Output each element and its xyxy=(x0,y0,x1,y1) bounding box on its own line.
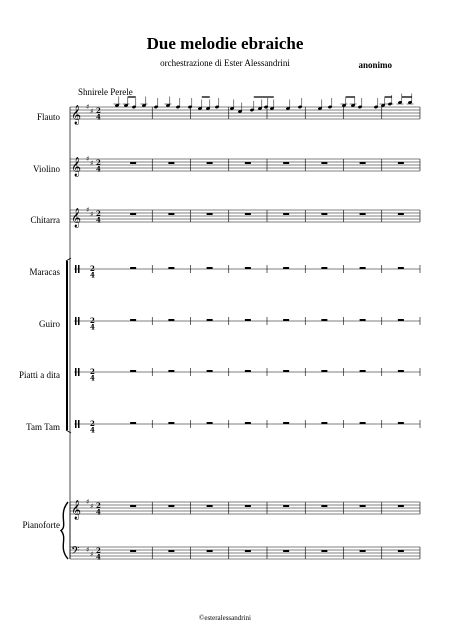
percussion-clef-icon xyxy=(75,265,77,273)
sharp-icon: ♯ xyxy=(90,502,94,511)
whole-rest-icon xyxy=(245,319,251,321)
whole-rest-icon xyxy=(398,319,404,321)
footer-copyright: ©esteralessandrini xyxy=(199,614,251,622)
bass-clef-icon: 𝄢 xyxy=(71,545,80,560)
instrument-label-chitarra: Chitarra xyxy=(30,215,60,225)
percussion-bracket xyxy=(66,261,68,430)
whole-rest-icon xyxy=(360,550,366,552)
instrument-label-tamtam: Tam Tam xyxy=(26,422,60,432)
whole-rest-icon xyxy=(207,370,213,372)
percussion-clef-icon xyxy=(78,420,80,428)
whole-rest-icon xyxy=(360,505,366,507)
whole-rest-icon xyxy=(398,505,404,507)
instrument-label-pianoforte: Pianoforte xyxy=(22,520,60,530)
whole-rest-icon xyxy=(130,267,136,269)
time-signature-top: 2 xyxy=(96,158,101,167)
composer-name: anonimo xyxy=(358,60,392,70)
time-signature-top: 2 xyxy=(90,367,95,376)
time-signature-bottom: 4 xyxy=(90,322,95,332)
whole-rest-icon xyxy=(168,550,174,552)
section-label: Shnirele Perele xyxy=(78,87,133,97)
percussion-clef-icon xyxy=(75,317,77,325)
whole-rest-icon xyxy=(398,422,404,424)
whole-rest-icon xyxy=(130,422,136,424)
whole-rest-icon xyxy=(168,267,174,269)
sharp-icon: ♯ xyxy=(86,206,90,214)
sharp-icon: ♯ xyxy=(86,546,90,554)
whole-rest-icon xyxy=(245,550,251,552)
whole-rest-icon xyxy=(360,319,366,321)
whole-rest-icon xyxy=(398,550,404,552)
time-signature-bottom: 4 xyxy=(96,164,101,174)
score-subtitle: orchestrazione di Ester Alessandrini xyxy=(160,58,290,68)
treble-clef-icon: 𝄞 xyxy=(71,500,82,520)
percussion-clef-icon xyxy=(78,317,80,325)
instrument-label-guiro: Guiro xyxy=(39,319,60,329)
instrument-label-piatti: Piatti a dita xyxy=(19,370,60,380)
whole-rest-icon xyxy=(207,319,213,321)
whole-rest-icon xyxy=(168,505,174,507)
whole-rest-icon xyxy=(130,505,136,507)
time-signature-top: 2 xyxy=(96,546,101,555)
whole-rest-icon xyxy=(245,422,251,424)
time-signature-top: 2 xyxy=(96,106,101,115)
whole-rest-icon xyxy=(168,319,174,321)
whole-rest-icon xyxy=(245,505,251,507)
sharp-icon: ♯ xyxy=(86,103,90,111)
whole-rest-icon xyxy=(283,370,289,372)
whole-rest-icon xyxy=(207,213,213,215)
whole-rest-icon xyxy=(207,422,213,424)
instrument-label-maracas: Maracas xyxy=(29,267,60,277)
time-signature-bottom: 4 xyxy=(96,112,101,122)
whole-rest-icon xyxy=(321,505,327,507)
whole-rest-icon xyxy=(360,370,366,372)
whole-rest-icon xyxy=(321,370,327,372)
sharp-icon: ♯ xyxy=(90,550,94,559)
percussion-clef-icon xyxy=(78,265,80,273)
whole-rest-icon xyxy=(283,550,289,552)
whole-rest-icon xyxy=(321,162,327,164)
treble-clef-icon: 𝄞 xyxy=(71,105,82,125)
whole-rest-icon xyxy=(283,319,289,321)
time-signature-top: 2 xyxy=(90,316,95,325)
time-signature-bottom: 4 xyxy=(96,552,101,562)
instrument-label-flauto: Flauto xyxy=(36,112,60,122)
whole-rest-icon xyxy=(321,213,327,215)
percussion-clef-icon xyxy=(75,368,77,376)
time-signature-bottom: 4 xyxy=(96,215,101,225)
whole-rest-icon xyxy=(398,213,404,215)
whole-rest-icon xyxy=(130,319,136,321)
whole-rest-icon xyxy=(130,162,136,164)
whole-rest-icon xyxy=(321,422,327,424)
whole-rest-icon xyxy=(360,267,366,269)
instrument-label-violino: Violino xyxy=(33,164,60,174)
whole-rest-icon xyxy=(130,550,136,552)
score-title: Due melodie ebraiche xyxy=(146,34,304,53)
time-signature-top: 2 xyxy=(96,209,101,218)
whole-rest-icon xyxy=(245,213,251,215)
time-signature-bottom: 4 xyxy=(96,507,101,517)
sharp-icon: ♯ xyxy=(86,155,90,163)
whole-rest-icon xyxy=(360,213,366,215)
whole-rest-icon xyxy=(207,162,213,164)
sharp-icon: ♯ xyxy=(86,498,90,506)
whole-rest-icon xyxy=(321,319,327,321)
whole-rest-icon xyxy=(168,422,174,424)
piano-brace xyxy=(61,502,68,559)
whole-rest-icon xyxy=(398,267,404,269)
whole-rest-icon xyxy=(283,213,289,215)
percussion-clef-icon xyxy=(75,420,77,428)
time-signature-top: 2 xyxy=(90,264,95,273)
whole-rest-icon xyxy=(245,162,251,164)
percussion-clef-icon xyxy=(78,368,80,376)
sharp-icon: ♯ xyxy=(90,159,94,168)
time-signature-top: 2 xyxy=(96,501,101,510)
whole-rest-icon xyxy=(130,213,136,215)
whole-rest-icon xyxy=(398,162,404,164)
whole-rest-icon xyxy=(245,370,251,372)
whole-rest-icon xyxy=(130,370,136,372)
whole-rest-icon xyxy=(360,162,366,164)
whole-rest-icon xyxy=(283,162,289,164)
whole-rest-icon xyxy=(168,370,174,372)
whole-rest-icon xyxy=(168,162,174,164)
sharp-icon: ♯ xyxy=(90,107,94,116)
whole-rest-icon xyxy=(207,505,213,507)
whole-rest-icon xyxy=(321,267,327,269)
whole-rest-icon xyxy=(283,422,289,424)
whole-rest-icon xyxy=(168,213,174,215)
whole-rest-icon xyxy=(321,550,327,552)
whole-rest-icon xyxy=(207,267,213,269)
time-signature-bottom: 4 xyxy=(90,270,95,280)
whole-rest-icon xyxy=(283,505,289,507)
treble-clef-icon: 𝄞 xyxy=(71,208,82,228)
time-signature-top: 2 xyxy=(90,419,95,428)
whole-rest-icon xyxy=(360,422,366,424)
sharp-icon: ♯ xyxy=(90,210,94,219)
time-signature-bottom: 4 xyxy=(90,425,95,435)
whole-rest-icon xyxy=(245,267,251,269)
time-signature-bottom: 4 xyxy=(90,373,95,383)
treble-clef-icon: 𝄞 xyxy=(71,157,82,177)
whole-rest-icon xyxy=(283,267,289,269)
whole-rest-icon xyxy=(398,370,404,372)
whole-rest-icon xyxy=(207,550,213,552)
